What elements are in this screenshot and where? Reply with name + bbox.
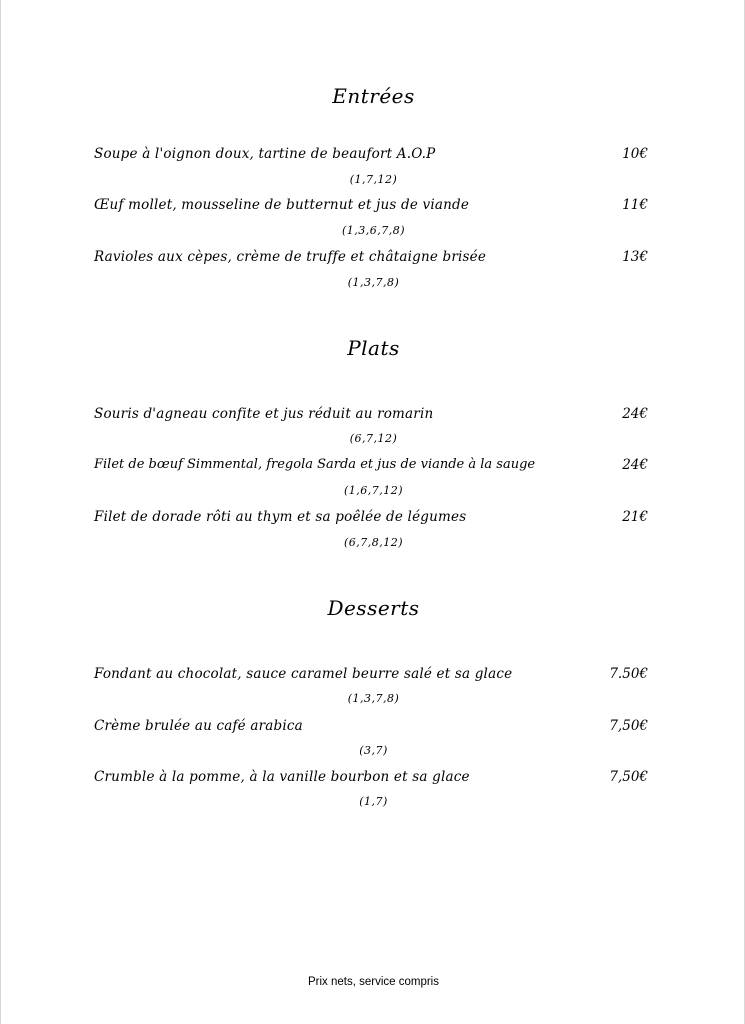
dish-name: Œuf mollet, mousseline de butternut et jus de viande [94, 197, 470, 213]
dish-name: Soupe à l'oignon doux, tartine de beaufort A.O.P [94, 146, 436, 162]
dish-price: 24€ [622, 406, 648, 422]
dish-price: 21€ [622, 509, 648, 525]
dish-allergens: (1,6,7,12) [343, 484, 404, 497]
section-title-desserts: Desserts [327, 596, 420, 620]
dish-price: 7.50€ [609, 666, 648, 682]
dish-name: Ravioles aux cèpes, crème de truffe et châtaigne brisée [94, 249, 487, 265]
dish-name: Souris d'agneau confite et jus réduit au romarin [94, 406, 434, 422]
dish-price: 7,50€ [609, 718, 648, 734]
dish-allergens: (1,3,7,8) [347, 692, 400, 705]
dish-allergens: (1,7,12) [349, 173, 398, 186]
dish-price: 24€ [622, 457, 648, 473]
dish-allergens: (1,7) [359, 795, 388, 808]
dish-price: 10€ [622, 146, 648, 162]
dish-name: Crème brulée au café arabica [94, 718, 303, 734]
dish-name: Fondant au chocolat, sauce caramel beurre salé et sa glace [94, 666, 513, 682]
section-title-entrees: Entrées [332, 84, 415, 108]
dish-allergens: (1,3,6,7,8) [341, 224, 406, 237]
dish-price: 11€ [622, 197, 648, 213]
section-title-plats: Plats [347, 336, 400, 360]
dish-allergens: (6,7,8,12) [343, 536, 404, 549]
dish-allergens: (3,7) [359, 744, 388, 757]
dish-price: 13€ [622, 249, 648, 265]
dish-name: Filet de bœuf Simmental, fregola Sarda et jus de viande à la sauge [94, 457, 536, 472]
dish-allergens: (1,3,7,8) [347, 276, 400, 289]
dish-allergens: (6,7,12) [349, 432, 398, 445]
dish-price: 7,50€ [609, 769, 648, 785]
dish-name: Filet de dorade rôti au thym et sa poêlée de légumes [94, 509, 467, 525]
footer-note: Prix nets, service compris [307, 976, 439, 988]
dish-name: Crumble à la pomme, à la vanille bourbon et sa glace [94, 769, 470, 785]
